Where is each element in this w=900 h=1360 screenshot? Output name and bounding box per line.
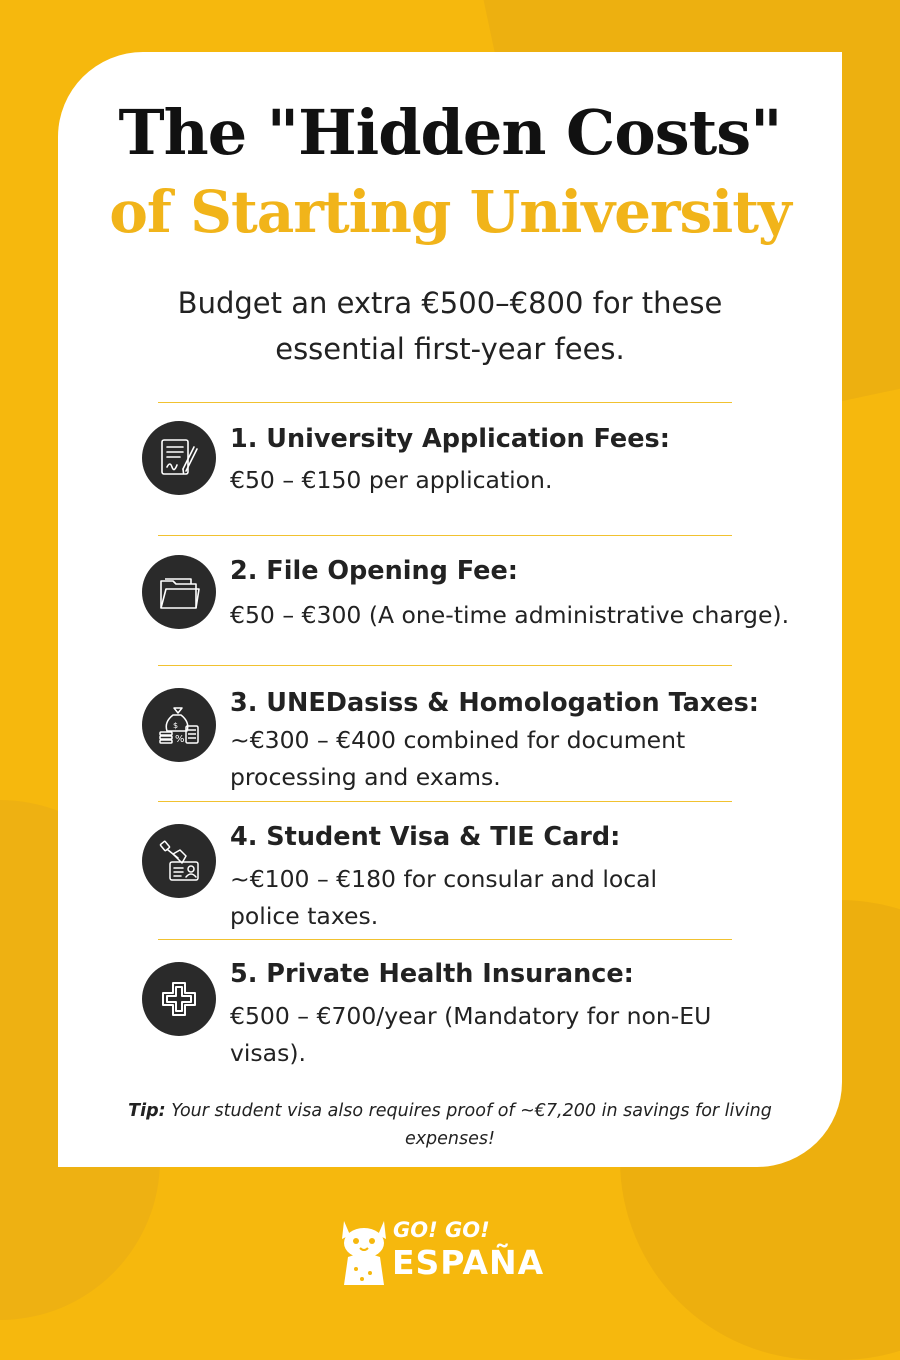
item-description: ~€100 – €180 for consular and local police taxes. [230,865,658,930]
item-title: 1. University Application Fees: [230,424,670,454]
item-description: ~€300 – €400 combined for document processing and exams. [230,726,686,791]
item-description: €50 – €300 (A one-time administrative charge). [230,601,790,629]
tip-note [120,1097,780,1153]
item-description: €50 – €150 per application. [230,466,553,494]
title-line-2: of Starting University [109,178,791,246]
divider [158,939,732,940]
logo-text-top: GO! GO! [393,1218,490,1242]
brand-logo [336,1215,576,1290]
divider [158,402,732,403]
svg-text:%: % [175,734,185,745]
item-title: 4. Student Visa & TIE Card: [230,822,621,852]
tip-label: Tip: [128,1101,166,1121]
money-bag-calculator-icon [142,688,216,762]
item-title: 5. Private Health Insurance: [230,959,634,989]
item-description: €500 – €700/year (Mandatory for non-EU visas). [230,1002,712,1067]
item-title: 3. UNEDasiss & Homologation Taxes: [230,688,760,718]
divider [158,801,732,802]
stamp-id-card-icon [142,824,216,898]
divider [158,665,732,666]
tip-text: Your student visa also requires proof of ~€7,200 in savings for living expenses! [165,1101,772,1149]
logo-text-bottom: ESPAÑA [392,1243,545,1282]
lynx-mascot-icon [336,1217,392,1289]
folder-icon [142,555,216,629]
document-pen-icon [142,421,216,495]
title-line-1: The "Hidden Costs" [118,96,782,169]
subtitle: Budget an extra €500–€800 for these essential first-year fees. [177,286,723,366]
svg-text:$: $ [173,721,179,730]
divider [158,535,732,536]
medical-cross-icon [142,962,216,1036]
item-title: 2. File Opening Fee: [230,556,518,586]
